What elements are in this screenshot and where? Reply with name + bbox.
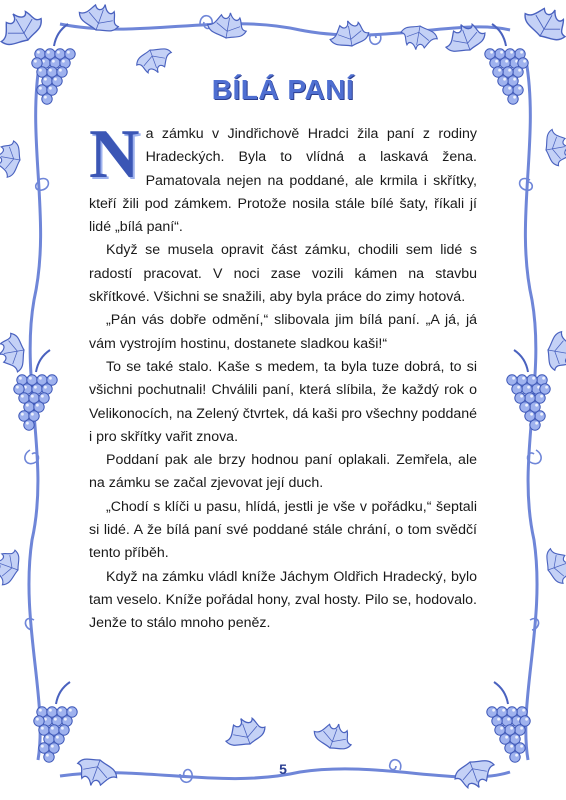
story-text xyxy=(89,116,478,636)
drop-cap: N xyxy=(89,116,140,193)
story-paragraph-7: Když na zámku vládl kníže Jáchym Oldřich Hradecký, bylo tam veselo. Kníže pořádal hony, zval hosty. Pilo se, hodovalo. Jenže to stálo mnoho peněz. xyxy=(89,568,477,632)
paragraph-text: a zámku v Jindřichově Hradci žila paní z rodiny Hradeckých. Byla to vlídná a laskavá žena. Pamatovala nejen na poddané, ale krmila i skřítky, kteří žili pod zámkem. Protože nosila stále bílé šaty, říkali jí lidé „bílá paní“. xyxy=(89,126,477,236)
story-title: BÍLÁ PANÍ xyxy=(211,74,355,105)
story-paragraph-5: Poddaní pak ale brzy hodnou paní oplakali. Zemřela, ale na zámku se začal zjevovat její duch. xyxy=(89,452,477,492)
story-paragraph-6: „Chodí s klíči u pasu, hlídá, jestli je vše v pořádku,“ šeptali si lidé. A že bílá paní své poddané stále chrání, o tom svědčí tento příběh. xyxy=(89,498,477,562)
story-paragraph-1 xyxy=(89,116,477,239)
story-paragraph-3: „Pán vás dobře odmění,“ slibovala jim bílá paní. „A já, já vám vystrojím hostinu, dostanete sladkou kaši!“ xyxy=(89,312,477,352)
story-paragraph-4: To se také stalo. Kaše s medem, ta byla tuze dobrá, to si všichni pochutnali! Chválili paní, která slíbila, že každý rok o Velikonocích, na Zelený čtvrtek, dá kaši pro všechny poddané i pro skřítky vařit znova. xyxy=(89,358,478,445)
page-number: 5 xyxy=(279,761,287,777)
story-paragraph-2: Když se musela opravit část zámku, chodili sem lidé s radostí pracovat. V noci zase vozili kámen na stavbu skřítkové. Všichni se snažili, aby byla práce do zimy hotová. xyxy=(89,242,477,306)
